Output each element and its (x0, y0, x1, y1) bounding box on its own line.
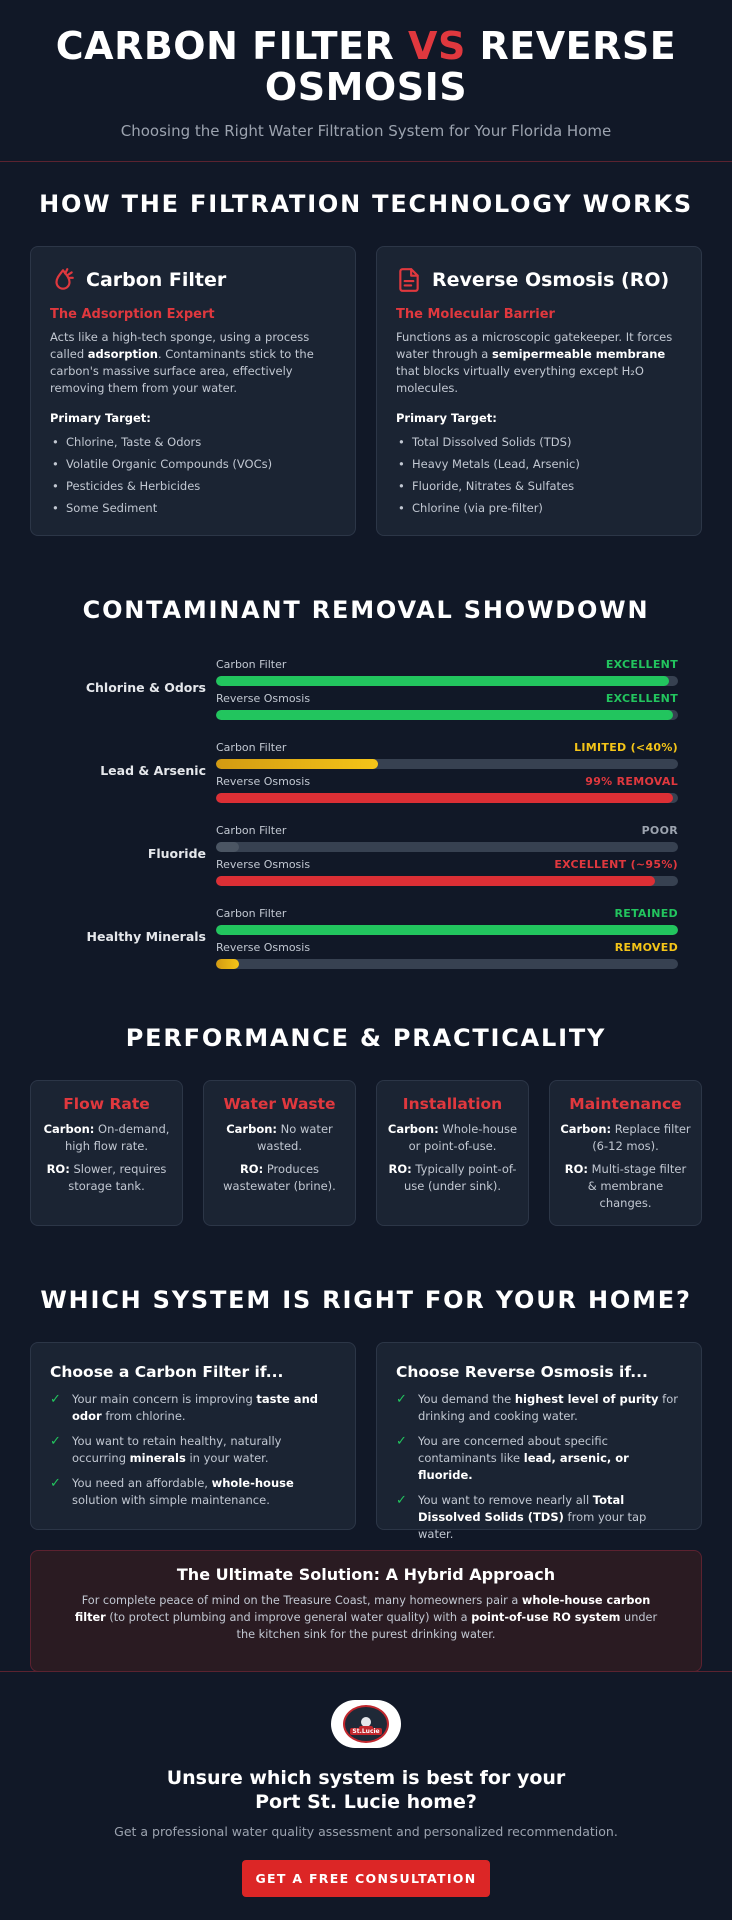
cta-title: Unsure which system is best for your Port St. Lucie home? (166, 1767, 566, 1813)
list-item: • Chlorine (via pre-filter) (396, 497, 682, 519)
check-icon: ✓ (396, 1392, 407, 1407)
rating-label: 99% REMOVAL (585, 774, 678, 788)
title-part-2: REVERSE OSMOSIS (264, 24, 677, 109)
rating-label: EXCELLENT (605, 691, 678, 705)
bar-track (216, 925, 678, 935)
choose-ro-card (376, 1342, 702, 1541)
showdown-section (0, 596, 732, 978)
check-icon: ✓ (396, 1493, 407, 1508)
perf-ro-text: RO: Multi-stage filter & membrane changes. (564, 1162, 687, 1210)
list-item: • Chlorine, Taste & Odors (50, 431, 336, 453)
technology-title: HOW THE FILTRATION TECHNOLOGY WORKS (39, 190, 693, 218)
showdown-title: CONTAMINANT REMOVAL SHOWDOWN (82, 596, 650, 624)
cta-subtitle: Get a professional water quality assessment and personalized recommendation. (114, 1824, 618, 1839)
list-item: ✓ You need an affordable, whole-house solution with simple maintenance. (50, 1476, 294, 1507)
perf-card-title: Water Waste (223, 1095, 336, 1113)
bar-track (216, 959, 678, 969)
bar-fill (216, 842, 239, 852)
rating-label: EXCELLENT (~95%) (554, 857, 678, 871)
perf-ro-text: RO: Produces wastewater (brine). (223, 1162, 336, 1193)
perf-card-title: Flow Rate (63, 1095, 150, 1113)
perf-carbon-text: Carbon: No water wasted. (226, 1122, 333, 1153)
list-item: ✓ You want to retain healthy, naturally occurring minerals in your water. (50, 1434, 282, 1465)
carbon-tech-name: Carbon Filter (86, 269, 227, 291)
which-system-section (0, 1286, 732, 1672)
hero-header (0, 0, 732, 162)
check-icon: ✓ (50, 1476, 61, 1491)
contaminant-label: Healthy Minerals (86, 929, 206, 944)
hybrid-title: The Ultimate Solution: A Hybrid Approach (176, 1565, 556, 1584)
hybrid-callout (30, 1550, 702, 1672)
carbon-bar: Carbon Filter RETAINED (216, 903, 678, 937)
page-subtitle: Choosing the Right Water Filtration System for Your Florida Home (120, 122, 612, 140)
bar-track (216, 759, 678, 769)
contaminant-label: Fluoride (147, 846, 206, 861)
carbon-bar: Carbon Filter LIMITED (<40%) (216, 737, 678, 771)
which-system-title: WHICH SYSTEM IS RIGHT FOR YOUR HOME? (40, 1286, 692, 1314)
logo-text: St.Lucie (352, 1728, 380, 1735)
title-vs: VS (408, 24, 466, 68)
ro-target-label: Primary Target: (396, 411, 497, 425)
spray-icon (50, 267, 76, 293)
bar-track (216, 842, 678, 852)
perf-ro-text: RO: Typically point-of-use (under sink). (388, 1162, 517, 1193)
bar-fill (216, 925, 678, 935)
ro-target-list (396, 431, 682, 519)
free-consultation-button[interactable]: GET A FREE CONSULTATION (242, 1860, 490, 1897)
flow-rate-card (30, 1080, 183, 1226)
list-item: ✓ Your main concern is improving taste and odor from chlorine. (50, 1392, 318, 1423)
check-icon: ✓ (50, 1392, 61, 1407)
perf-carbon-text: Carbon: Whole-house or point-of-use. (387, 1122, 518, 1153)
list-item: • Heavy Metals (Lead, Arsenic) (396, 453, 682, 475)
perf-ro-text: RO: Slower, requires storage tank. (46, 1162, 167, 1193)
carbon-target-list (50, 431, 336, 519)
installation-card (376, 1080, 529, 1226)
ro-description: Functions as a microscopic gatekeeper. It forces water through a semipermeable membrane that blocks virtually everything except H₂O molecules. (396, 330, 673, 395)
perf-carbon-text: Carbon: On-demand, high flow rate. (43, 1122, 170, 1153)
technology-section (0, 190, 732, 536)
hybrid-text: For complete peace of mind on the Treasure Coast, many homeowners pair a whole-house carbon filter (to protect plumbing and improve general water quality) with a point-of-use RO system under the kitchen sink for the purest drinking water. (74, 1594, 658, 1641)
choose-carbon-card (30, 1342, 356, 1530)
perf-card-title: Maintenance (569, 1095, 682, 1113)
ro-bar: Reverse Osmosis REMOVED (216, 937, 678, 971)
showdown-row (60, 646, 678, 729)
perf-card-title: Installation (402, 1095, 503, 1113)
check-icon: ✓ (396, 1434, 407, 1449)
bar-fill (216, 793, 673, 803)
showdown-row (60, 729, 678, 812)
performance-title: PERFORMANCE & PRACTICALITY (125, 1024, 607, 1052)
bar-fill (216, 710, 673, 720)
list-item: ✓ You demand the highest level of purity for drinking and cooking water. (396, 1392, 678, 1423)
contaminant-label: Lead & Arsenic (100, 763, 206, 778)
ro-tech-card (376, 246, 702, 536)
logo-badge (343, 1705, 389, 1743)
list-item: • Fluoride, Nitrates & Sulfates (396, 475, 682, 497)
document-icon (396, 267, 422, 293)
title-part-1: CARBON FILTER (55, 24, 409, 68)
rating-label: REMOVED (614, 940, 678, 954)
list-item: • Pesticides & Herbicides (50, 475, 336, 497)
bar-track (216, 676, 678, 686)
carbon-bar: Carbon Filter POOR (216, 820, 678, 854)
water-waste-card (203, 1080, 356, 1226)
ro-bar: Reverse Osmosis EXCELLENT (216, 688, 678, 722)
bar-track (216, 710, 678, 720)
carbon-description: Acts like a high-tech sponge, using a process called adsorption. Contaminants stick to the carbon's massive surface area, effectively removing them from your water. (50, 330, 314, 395)
cta-footer (0, 1671, 732, 1920)
rating-label: POOR (641, 823, 678, 837)
rating-label: LIMITED (<40%) (574, 740, 678, 754)
ro-bar: Reverse Osmosis EXCELLENT (~95%) (216, 854, 678, 888)
carbon-tagline: The Adsorption Expert (50, 307, 215, 322)
bar-track (216, 876, 678, 886)
ro-tech-name: Reverse Osmosis (RO) (432, 269, 670, 291)
bar-track (216, 793, 678, 803)
showdown-row (60, 812, 678, 895)
perf-carbon-text: Carbon: Replace filter (6-12 mos). (560, 1122, 691, 1153)
list-item: • Some Sediment (50, 497, 336, 519)
performance-section (0, 1024, 732, 1226)
company-logo (331, 1700, 401, 1748)
showdown-row (60, 895, 678, 978)
carbon-bar: Carbon Filter EXCELLENT (216, 654, 678, 688)
list-item: ✓ You want to remove nearly all Total Dissolved Solids (TDS) from your tap water. (396, 1493, 647, 1541)
check-icon: ✓ (50, 1434, 61, 1449)
list-item: • Total Dissolved Solids (TDS) (396, 431, 682, 453)
bar-fill (216, 876, 655, 886)
ro-bar: Reverse Osmosis 99% REMOVAL (216, 771, 678, 805)
maintenance-card (549, 1080, 702, 1226)
list-item: ✓ You are concerned about specific contaminants like lead, arsenic, or fluoride. (396, 1434, 629, 1482)
bar-fill (216, 759, 378, 769)
ro-tagline: The Molecular Barrier (396, 307, 555, 322)
contaminant-label: Chlorine & Odors (85, 680, 206, 695)
carbon-tech-card (30, 246, 356, 536)
rating-label: EXCELLENT (605, 657, 678, 671)
bar-fill (216, 959, 239, 969)
carbon-target-label: Primary Target: (50, 411, 151, 425)
list-item: • Volatile Organic Compounds (VOCs) (50, 453, 336, 475)
choose-ro-heading: Choose Reverse Osmosis if... (396, 1363, 648, 1381)
showdown-rows (0, 646, 732, 978)
page-title (0, 26, 732, 108)
bar-fill (216, 676, 669, 686)
choose-carbon-heading: Choose a Carbon Filter if... (50, 1363, 284, 1381)
rating-label: RETAINED (614, 906, 678, 920)
